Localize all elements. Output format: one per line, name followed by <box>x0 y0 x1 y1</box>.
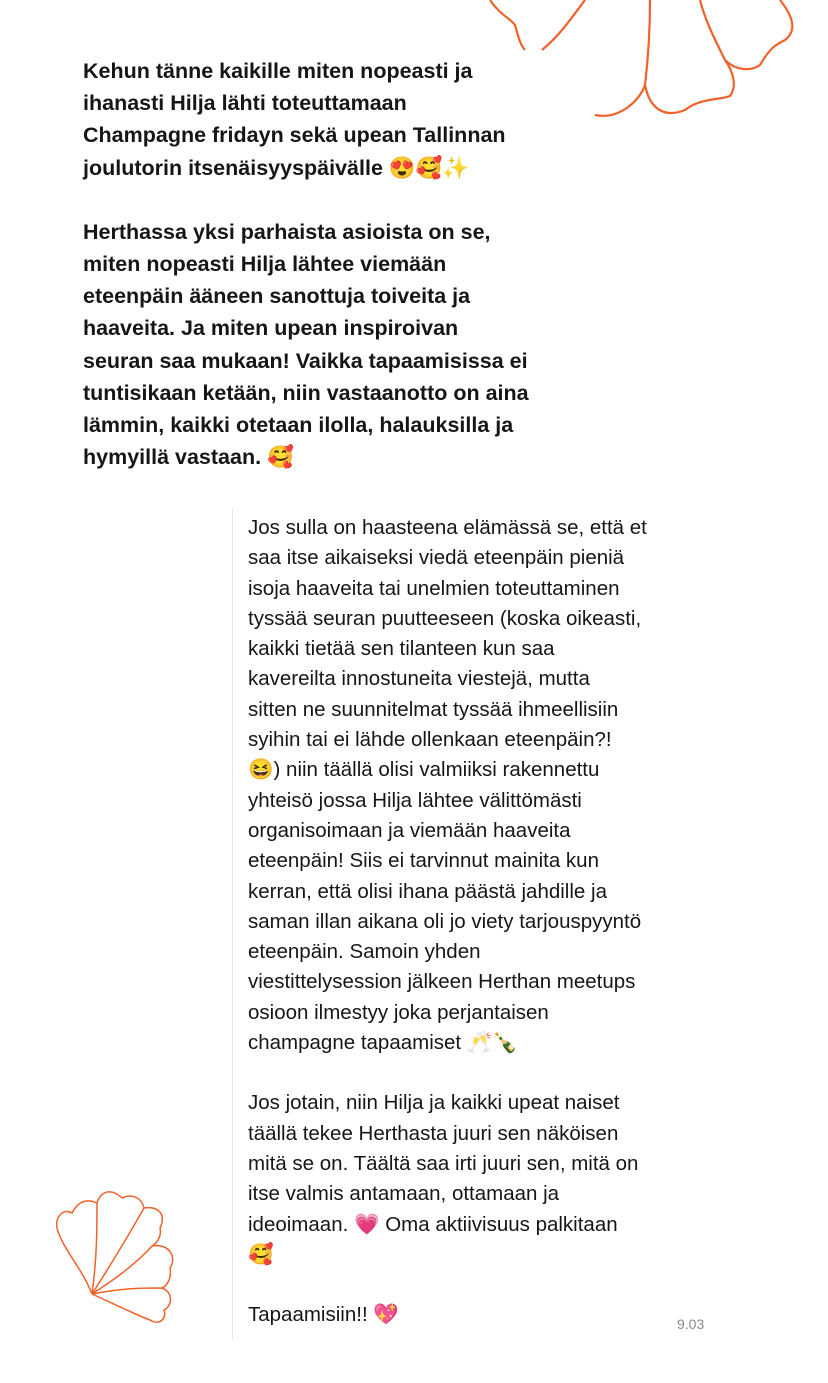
text-line: syihin tai ei lähde ollenkaan eteenpäin?! <box>248 728 612 752</box>
text-line: osioon ilmestyy joka perjantaisen <box>248 1000 549 1024</box>
text-line: kerran, että olisi ihana päästä jahdille ja <box>248 879 607 903</box>
text-line: miten nopeasti Hilja lähtee viemään <box>83 252 447 277</box>
intro-paragraph-1 <box>83 55 529 184</box>
text-line: Jos sulla on haasteena elämässä se, että et <box>248 516 647 539</box>
text-line: viestittelysession jälkeen Herthan meetups <box>248 970 636 994</box>
message-timestamp: 9.03 <box>677 1316 705 1332</box>
text-line: yhteisö jossa Hilja lähtee välittömästi <box>248 788 582 812</box>
text-line: sitten ne suunnitelmat tyssää ihmeellisiin <box>248 697 619 721</box>
text-line: mitä se on. Täältä saa irti juuri sen, mitä on <box>248 1151 639 1175</box>
message-paragraph-1 <box>248 513 647 1058</box>
message-paragraph-3 <box>248 1300 647 1330</box>
text-line: saman illan aikana oli jo viety tarjouspyyntö <box>248 909 642 933</box>
quote-divider <box>232 508 233 1340</box>
text-line: 🥰 <box>248 1242 274 1266</box>
text-line: eteenpäin! Siis ei tarvinnut mainita kun <box>248 849 599 873</box>
text-line: lämmin, kaikki otetaan ilolla, halauksilla ja <box>83 413 514 438</box>
text-line: täällä tekee Herthasta juuri sen näköisen <box>248 1121 619 1145</box>
text-line: tyssää seuran puutteeseen (koska oikeasti, <box>248 606 642 630</box>
text-line: saa itse aikaiseksi viedä eteenpäin pieniä <box>248 546 625 570</box>
text-line: isoja haaveita tai unelmien toteuttaminen <box>248 576 620 600</box>
text-line: haaveita. Ja miten upean inspiroivan <box>83 316 459 341</box>
message-paragraph-2 <box>248 1088 647 1270</box>
text-line: kavereilta innostuneita viestejä, mutta <box>248 667 590 691</box>
text-line: seuran saa mukaan! Vaikka tapaamisissa ei <box>83 348 528 373</box>
text-line: tuntisikaan ketään, niin vastaanotto on aina <box>83 380 529 405</box>
text-line: joulutorin itsenäisyyspäivälle 😍🥰✨ <box>83 155 470 180</box>
text-line: ihanasti Hilja lähti toteuttamaan <box>83 91 407 116</box>
text-line: hymyillä vastaan. 🥰 <box>83 445 294 470</box>
text-line: eteenpäin ääneen sanottuja toiveita ja <box>83 284 471 309</box>
text-line: organisoimaan ja viemään haaveita <box>248 818 571 842</box>
message-bubble <box>248 513 647 1360</box>
text-line: 😆) niin täällä olisi valmiiksi rakennettu <box>248 758 600 782</box>
text-line: itse valmis antamaan, ottamaan ja <box>248 1182 560 1206</box>
text-line: Kehun tänne kaikille miten nopeasti ja <box>83 59 473 83</box>
text-line: ideoimaan. 💗 Oma aktiivisuus palkitaan <box>248 1212 618 1236</box>
text-line: Jos jotain, niin Hilja ja kaikki upeat naiset <box>248 1091 620 1115</box>
text-line: kaikki tietää sen tilanteen kun saa <box>248 637 555 661</box>
text-line: Tapaamisiin!! 💖 <box>248 1303 399 1327</box>
text-line: Herthassa yksi parhaista asioista on se, <box>83 219 491 244</box>
intro-paragraph-2 <box>83 216 529 474</box>
text-line: Champagne fridayn sekä upean Tallinnan <box>83 123 506 148</box>
flower-decoration-bottom-icon <box>52 1188 202 1328</box>
text-line: champagne tapaamiset 🥂🍾 <box>248 1031 518 1055</box>
intro-text <box>83 55 529 505</box>
text-line: eteenpäin. Samoin yhden <box>248 940 481 964</box>
